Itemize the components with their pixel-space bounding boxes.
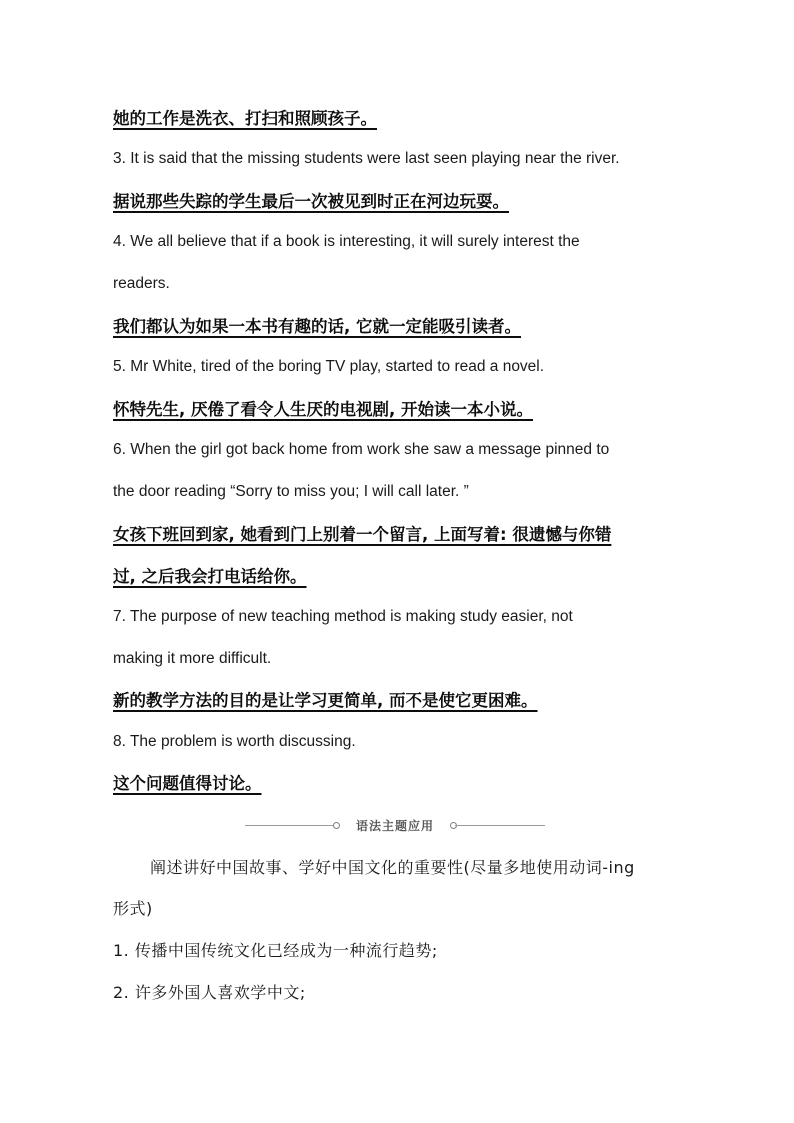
answer-translation-6-line2: 过, 之后我会打电话给你。	[113, 567, 307, 586]
sentence-5: 5. Mr White, tired of the boring TV play, started to read a novel.	[113, 358, 545, 375]
sentence-8: 8. The problem is worth discussing.	[113, 733, 356, 750]
sentence-6-line2: the door reading “Sorry to miss you; I will call later. ”	[113, 483, 469, 500]
answer-translation-7: 新的教学方法的目的是让学习更简单, 而不是使它更困难。	[113, 691, 538, 710]
answer-translation-6-line1: 女孩下班回到家, 她看到门上别着一个留言, 上面写着: 很遗憾与你错	[113, 525, 612, 544]
divider-rule-right	[455, 825, 545, 826]
task-point-1: 1. 传播中国传统文化已经成为一种流行趋势;	[113, 941, 438, 960]
answer-translation-3: 据说那些失踪的学生最后一次被见到时正在河边玩耍。	[113, 192, 509, 211]
task-intro-line1: 阐述讲好中国故事、学好中国文化的重要性(尽量多地使用动词-ing	[150, 858, 635, 877]
sentence-7-line1: 7. The purpose of new teaching method is making study easier, not	[113, 608, 573, 625]
section-divider	[245, 816, 545, 836]
sentence-4-line2: readers.	[113, 275, 170, 292]
task-point-2: 2. 许多外国人喜欢学中文;	[113, 983, 306, 1002]
sentence-6-line1: 6. When the girl got back home from work she saw a message pinned to	[113, 441, 610, 458]
sentence-4-line1: 4. We all believe that if a book is interesting, it will surely interest the	[113, 233, 580, 250]
task-intro-line2: 形式)	[113, 899, 153, 918]
answer-translation-5: 怀特先生, 厌倦了看令人生厌的电视剧, 开始读一本小说。	[113, 400, 534, 419]
answer-translation-4: 我们都认为如果一本书有趣的话, 它就一定能吸引读者。	[113, 317, 522, 336]
sentence-7-line2: making it more difficult.	[113, 650, 272, 667]
section-title: 语法主题应用	[355, 819, 434, 833]
answer-translation-2: 她的工作是洗衣、打扫和照顾孩子。	[113, 109, 377, 128]
sentence-3: 3. It is said that the missing students were last seen playing near the river.	[113, 150, 620, 167]
answer-translation-8: 这个问题值得讨论。	[113, 774, 262, 793]
